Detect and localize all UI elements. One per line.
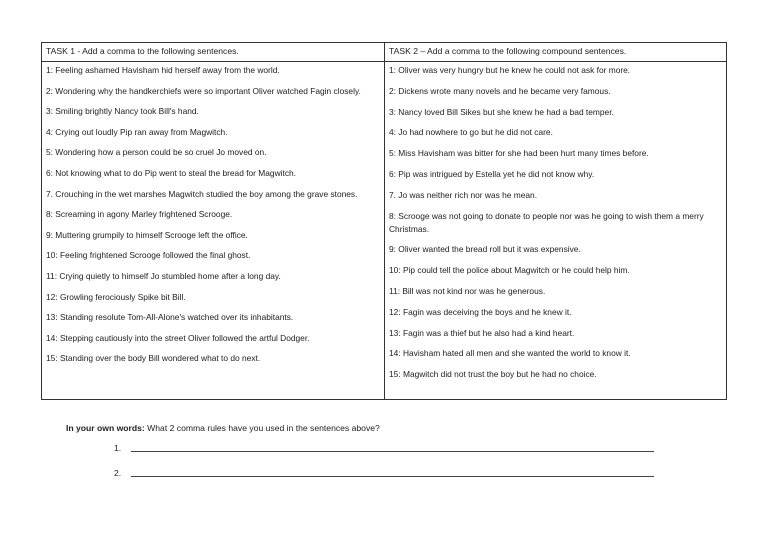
task2-item: 5: Miss Havisham was bitter for she had been hurt many times before. — [389, 148, 649, 159]
task2-column — [385, 62, 727, 400]
task2-item: 4: Jo had nowhere to go but he did not care. — [389, 127, 553, 138]
reflection-question — [66, 422, 380, 434]
task1-item: 2: Wondering why the handkerchiefs were so important Oliver watched Fagin closely. — [46, 85, 361, 96]
task1-item: 13: Standing resolute Tom-All-Alone's watched over its inhabitants. — [46, 312, 294, 323]
task2-item: 12: Fagin was deceiving the boys and he knew it. — [389, 306, 572, 317]
task2-item: 3: Nancy loved Bill Sikes but she knew he had a bad temper. — [389, 106, 614, 117]
task2-item: 11: Bill was not kind nor was he generous. — [389, 285, 546, 296]
answer-number: 2. — [114, 468, 122, 478]
task1-item: 3: Smiling brightly Nancy took Bill's hand. — [46, 106, 199, 117]
task2-item: 7. Jo was neither rich nor was he mean. — [389, 189, 538, 200]
task2-item: 14: Havisham hated all men and she wanted the world to know it. — [389, 348, 631, 359]
task1-item: 11: Crying quietly to himself Jo stumbled home after a long day. — [46, 270, 281, 281]
task1-header: TASK 1 - Add a comma to the following sentences. — [42, 43, 385, 62]
answer-underline — [131, 476, 654, 477]
task2-item: 6: Pip was intrigued by Estella yet he did not know why. — [389, 168, 595, 179]
task2-item: 10: Pip could tell the police about Magwitch or he could help him. — [389, 265, 630, 276]
task2-item: 15: Magwitch did not trust the boy but he had no choice. — [389, 369, 597, 380]
task2-item: 9: Oliver wanted the bread roll but it was expensive. — [389, 244, 581, 255]
task1-item: 10: Feeling frightened Scrooge followed the final ghost. — [46, 250, 251, 261]
task1-item: 15: Standing over the body Bill wondered what to do next. — [46, 353, 261, 364]
task1-item: 5: Wondering how a person could be so cruel Jo moved on. — [46, 147, 267, 158]
tasks-table — [41, 42, 727, 400]
task1-item: 7. Crouching in the wet marshes Magwitch studied the boy among the grave stones. — [46, 188, 358, 199]
task1-item: 8: Screaming in agony Marley frightened Scrooge. — [46, 209, 233, 220]
task2-item: 13: Fagin was a thief but he also had a kind heart. — [389, 327, 575, 338]
task2-header: TASK 2 – Add a comma to the following compound sentences. — [385, 43, 727, 62]
task1-item: 1: Feeling ashamed Havisham hid herself away from the world. — [46, 65, 280, 75]
task2-item: 2: Dickens wrote many novels and he became very famous. — [389, 85, 611, 96]
task1-item: 12: Growling ferociously Spike bit Bill. — [46, 291, 186, 302]
task1-item: 9: Muttering grumpily to himself Scrooge left the office. — [46, 229, 248, 240]
task1-column — [42, 62, 385, 400]
task1-item: 4: Crying out loudly Pip ran away from Magwitch. — [46, 126, 228, 137]
answer-underline — [131, 451, 654, 452]
task1-item: 6: Not knowing what to do Pip went to steal the bread for Magwitch. — [46, 167, 296, 178]
question-text: What 2 comma rules have you used in the sentences above? — [144, 423, 380, 433]
task2-item: 1: Oliver was very hungry but he knew he could not ask for more. — [389, 65, 631, 75]
task2-item: 8: Scrooge was not going to donate to people nor was he going to wish them a merry Christmas. — [389, 210, 704, 234]
task1-item: 14: Stepping cautiously into the street Oliver followed the artful Dodger. — [46, 332, 310, 343]
answer-number: 1. — [114, 443, 122, 453]
question-prefix: In your own words: — [66, 423, 145, 433]
